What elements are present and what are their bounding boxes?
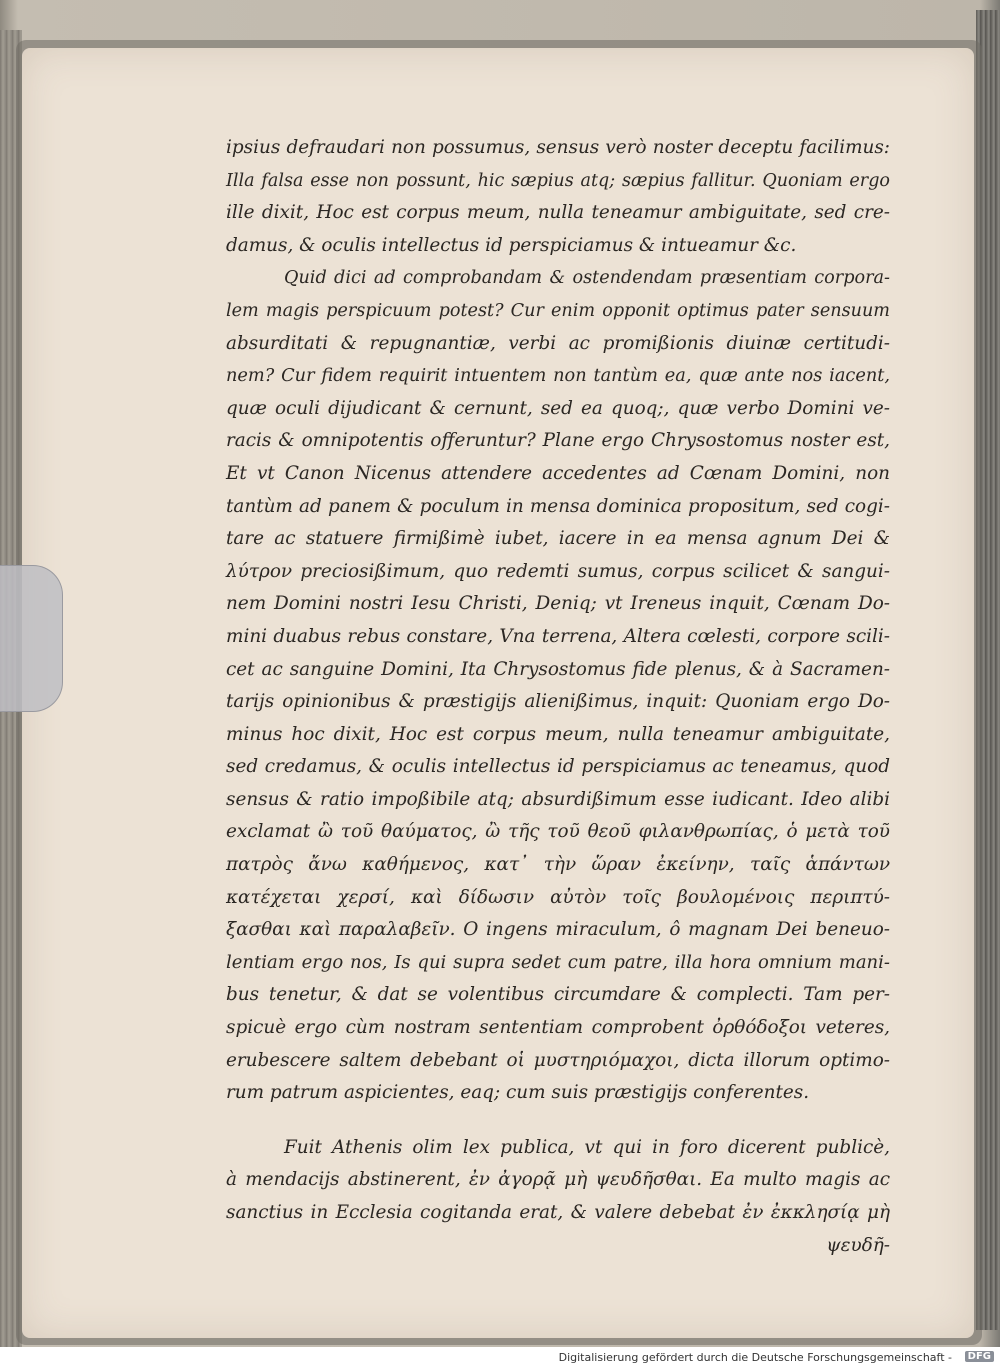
text-line: sanctius in Ecclesia cogitanda erat, & valere debebat ἐν ἐκκλησίᾳ μὴ: [226, 1202, 890, 1223]
text-line: erubescere saltem debebant οἱ μυστηριόμαχοι, dicta illorum optimo-: [226, 1049, 890, 1071]
text-line: tantùm ad panem & poculum in mensa dominica propositum, sed cogi-: [226, 495, 890, 517]
text-line: quæ oculi dijudicant & cernunt, sed ea quoq;, quæ verbo Domini ve-: [226, 397, 890, 419]
text-line: absurditati & repugnantiæ, verbi ac promißionis diuinæ certitudi-: [226, 332, 890, 354]
text-line: sed credamus, & oculis intellectus id perspiciamus ac teneamus, quod: [226, 756, 890, 778]
text-line: Illa falsa esse non possunt, hic sæpius atq; sæpius fallitur. Quoniam ergo: [226, 170, 890, 191]
dfg-logo: DFG: [965, 1351, 994, 1362]
paragraph-start-line: Fuit Athenis olim lex publica, vt qui in foro dicerent publicè,: [284, 1136, 890, 1158]
catchword: ψευδῆ-: [826, 1234, 890, 1256]
text-line: sensus & ratio impoßibile atq; absurdißimum esse iudicant. Ideo alibi: [226, 788, 890, 810]
text-line: racis & omnipotentis offeruntur? Plane ergo Chrysostomus noster est,: [226, 430, 890, 452]
text-line: ipsius defraudari non possumus, sensus verò noster deceptu facilimus:: [226, 137, 890, 158]
text-line: cet ac sanguine Domini, Ita Chrysostomus fide plenus, & à Sacramen-: [226, 658, 890, 680]
paragraph-gap: [226, 1110, 890, 1132]
digitization-footer: [0, 1347, 1000, 1369]
text-line: bus tenetur, & dat se volentibus circumdare & complecti. Tam per-: [226, 984, 890, 1006]
text-line: λύτρον preciosißimum, quo redemti sumus, corpus scilicet & sangui-: [226, 560, 890, 582]
text-line: tare ac statuere firmißimè iubet, iacere in ea mensa agnum Dei &: [226, 528, 890, 550]
text-line: à mendacijs abstinerent, ἐν ἀγορᾷ μὴ ψευδῆσθαι. Ea multo magis ac: [226, 1169, 890, 1191]
text-line: lem magis perspicuum potest? Cur enim opponit optimus pater sensuum: [226, 300, 890, 321]
text-line: κατέχεται χερσί, καὶ δίδωσιν αὐτὸν τοῖς βουλομένοις περιπτύ-: [226, 886, 890, 908]
footer-credit: Digitalisierung gefördert durch die Deutsche Forschungsgemeinschaft -: [558, 1351, 952, 1364]
text-line: minus hoc dixit, Hoc est corpus meum, nulla teneamur ambiguitate,: [226, 723, 890, 745]
text-line: rum patrum aspicientes, eaq; cum suis præstigijs conferentes.: [226, 1082, 810, 1104]
text-line: πατρὸς ἄνω καθήμενος, κατ᾽ τὴν ὥραν ἐκείνην, ταῖς ἁπάντων: [226, 854, 890, 876]
paragraph-start-line: Quid dici ad comprobandam & ostendendam præsentiam corpora-: [284, 268, 890, 289]
page-clip: [0, 565, 63, 712]
text-line: tarijs opinionibus & præstigijs alienißimus, inquit: Quoniam ergo Do-: [226, 691, 890, 713]
text-line: ξασθαι καὶ παραλαβεῖν. O ingens miraculum, ô magnam Dei beneuo-: [226, 919, 890, 941]
text-line: lentiam ergo nos, Is qui supra sedet cum patre, illa hora omnium mani-: [226, 951, 890, 973]
text-line: ille dixit, Hoc est corpus meum, nulla teneamur ambiguitate, sed cre-: [226, 202, 890, 224]
text-line: Et vt Canon Nicenus attendere accedentes ad Cœnam Domini, non: [226, 462, 890, 484]
text-line: damus, & oculis intellectus id perspiciamus & intueamur &c.: [226, 234, 797, 256]
text-line: nem Domini nostri Iesu Christi, Deniq; vt Ireneus inquit, Cœnam Do-: [226, 593, 890, 615]
text-line: nem? Cur fidem requirit intuentem non tantùm ea, quæ ante nos iacent,: [226, 366, 890, 387]
text-line: spicuè ergo cùm nostram sententiam comprobent ὀρθόδοξοι veteres,: [226, 1017, 890, 1039]
page-text: [226, 132, 890, 1262]
text-line: mini duabus rebus constare, Vna terrena, Altera cœlesti, corpore scili-: [226, 625, 890, 647]
text-line: exclamat ὢ τοῦ θαύματος, ὢ τῆς τοῦ θεοῦ φιλανθρωπίας, ὁ μετὰ τοῦ: [226, 821, 890, 843]
